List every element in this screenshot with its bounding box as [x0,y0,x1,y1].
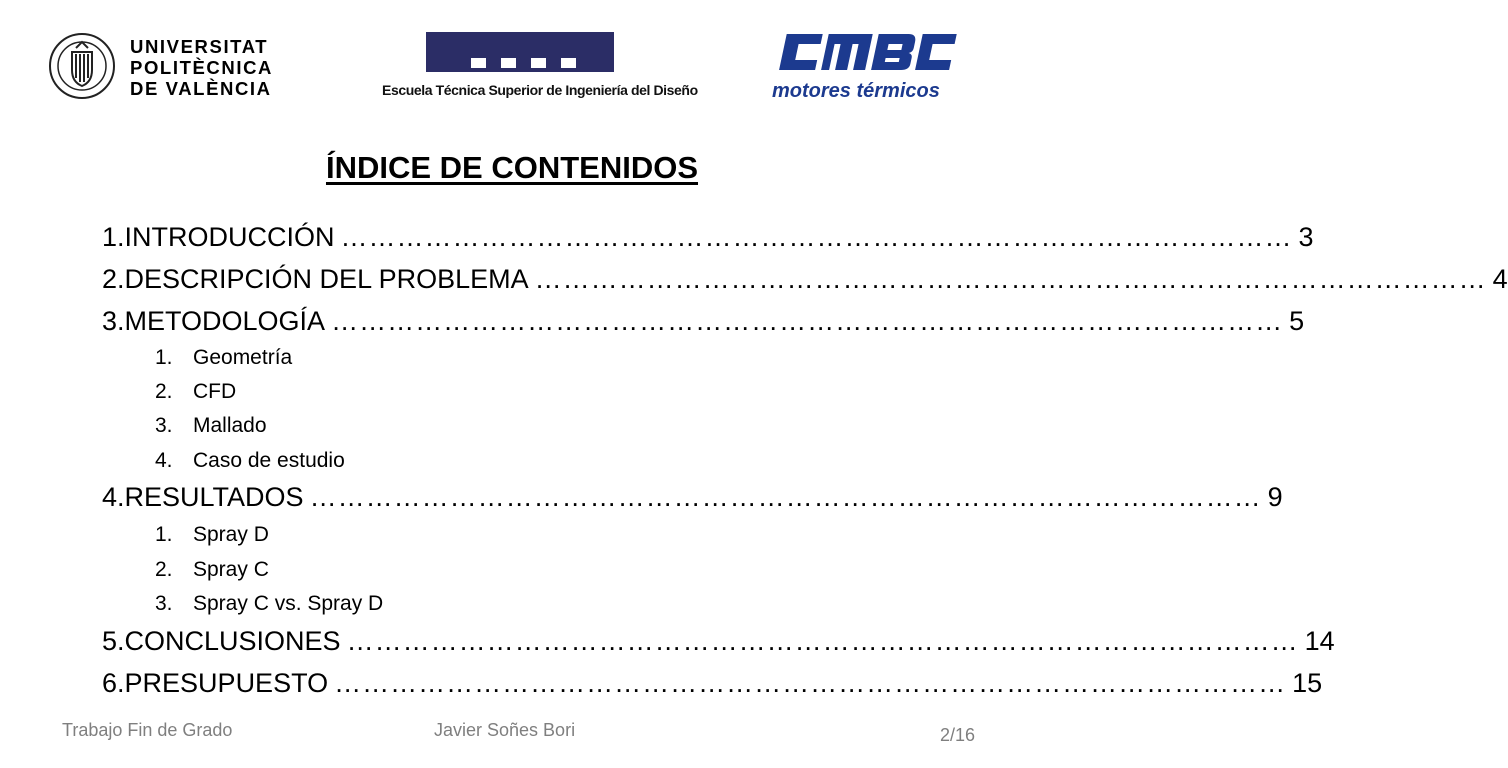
toc-item-page: 14 [1304,626,1335,656]
toc-item-number: 3. [102,306,125,336]
footer-author: Javier Soñes Bori [434,720,576,740]
toc-item-page: 5 [1289,306,1305,336]
toc-item-number: 4. [102,482,125,512]
toc-item-conclusiones [102,626,1335,657]
toc-item-label: PRESUPUESTO [124,668,329,698]
upv-line-1: UNIVERSITAT [130,36,269,57]
toc-leader-dots: ………………………………………………………………………………………… [340,222,1293,252]
toc-subitem-number: 4. [155,449,173,472]
toc-subitem-label: Spray C vs. Spray D [193,592,384,615]
toc-subitem-number: 3. [155,414,173,437]
toc-item-number: 1. [102,222,125,252]
toc-subitem-number: 1. [155,346,173,369]
etsid-wordmark: Escuela Técnica Superior de Ingeniería del Diseño [382,82,698,98]
toc-subitem-number: 2. [155,558,173,581]
toc-leader-dots: ………………………………………………………………………………………… [346,626,1299,656]
toc-subitem-number: 1. [155,523,173,546]
toc-subitem-label: CFD [193,380,237,403]
toc-item-label: CONCLUSIONES [124,626,341,656]
toc-subitem-spray-c [155,558,269,582]
toc-item-label: RESULTADOS [124,482,304,512]
toc-subitem-number: 2. [155,380,173,403]
cmt-wordmark: motores térmicos [772,80,940,102]
toc-subitem-label: Spray D [193,523,269,546]
toc-subitem-mallado [155,414,267,438]
toc-subitem-spray-d [155,523,269,547]
toc-item-descripcion [102,264,1508,295]
toc-subitem-label: Geometría [193,346,293,369]
toc-item-label: INTRODUCCIÓN [124,222,335,252]
toc-leader-dots: ………………………………………………………………………………………… [334,668,1287,698]
toc-item-page: 3 [1298,222,1314,252]
toc-item-number: 2. [102,264,125,294]
toc-subitem-number: 3. [155,592,173,615]
toc-subitem-geometria [155,346,292,370]
toc-item-page: 15 [1292,668,1323,698]
toc-item-resultados [102,482,1283,513]
footer-course: Trabajo Fin de Grado [62,720,233,740]
page-title: ÍNDICE DE CONTENIDOS [325,150,699,185]
toc-subitem-spray-c-vs-d [155,592,383,616]
toc-item-label: METODOLOGÍA [124,306,326,336]
toc-item-metodologia [102,306,1305,337]
toc-item-number: 5. [102,626,125,656]
toc-item-label: DESCRIPCIÓN DEL PROBLEMA [124,264,529,294]
toc-subitem-label: Mallado [193,414,267,437]
toc-item-presupuesto [102,668,1323,699]
toc-subitem-label: Spray C [193,558,269,581]
toc-leader-dots: ………………………………………………………………………………………… [331,306,1284,336]
footer-page-number: 2/16 [940,725,976,745]
toc-leader-dots: ………………………………………………………………………………………… [534,264,1487,294]
toc-subitem-cfd [155,380,236,404]
toc-item-number: 6. [102,668,125,698]
toc-leader-dots: ………………………………………………………………………………………… [309,482,1262,512]
toc-item-page: 9 [1267,482,1283,512]
upv-line-3: DE VALÈNCIA [130,78,272,99]
toc-subitem-caso-estudio [155,449,345,473]
toc-item-page: 4 [1492,264,1508,294]
toc-item-introduccion [102,222,1314,253]
upv-line-2: POLITÈCNICA [130,57,273,78]
toc-subitem-label: Caso de estudio [193,449,345,472]
